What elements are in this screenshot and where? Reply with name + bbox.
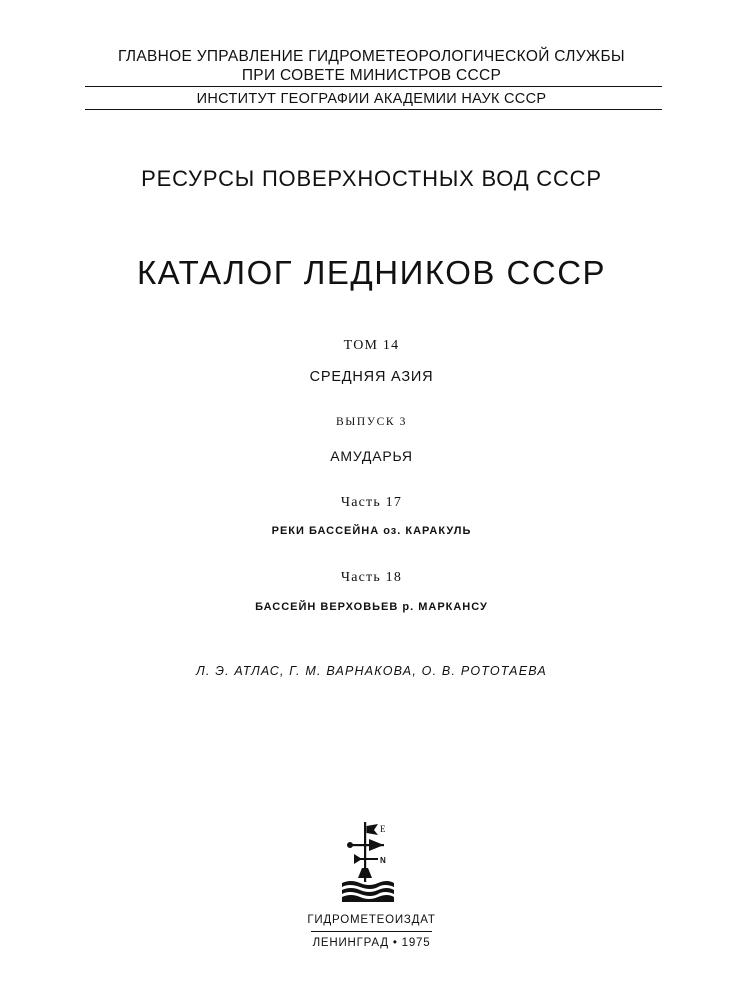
- series-title: РЕСУРСЫ ПОВЕРХНОСТНЫХ ВОД СССР: [141, 166, 602, 191]
- logo-letter-n: N: [380, 856, 386, 865]
- basin-label: АМУДАРЬЯ: [330, 448, 413, 464]
- logo-letter-e: E: [380, 824, 386, 834]
- part-17-title: РЕКИ БАССЕЙНА оз. КАРАКУЛЬ: [271, 525, 472, 537]
- header-rule-top: [85, 86, 662, 87]
- org-line-2: ПРИ СОВЕТЕ МИНИСТРОВ СССР: [241, 67, 502, 84]
- part-18-title: БАССЕЙН ВЕРХОВЬЕВ р. МАРКАНСУ: [255, 601, 488, 613]
- authors-line: Л. Э. АТЛАС, Г. М. ВАРНАКОВА, О. В. РОТОТАЕВА: [196, 664, 547, 678]
- issue-label: ВЫПУСК 3: [336, 416, 407, 428]
- header-rule-bottom: [85, 109, 662, 110]
- publisher-rule: [311, 931, 432, 932]
- part-17-label: Часть 17: [340, 495, 403, 510]
- volume-label: ТОМ 14: [343, 338, 400, 353]
- publisher-name: ГИДРОМЕТЕОИЗДАТ: [307, 914, 436, 926]
- main-title: КАТАЛОГ ЛЕДНИКОВ СССР: [136, 254, 607, 291]
- weathervane-emblem-icon: [336, 820, 398, 904]
- org-line-1: ГЛАВНОЕ УПРАВЛЕНИЕ ГИДРОМЕТЕОРОЛОГИЧЕСКОЙ СЛУЖБЫ: [118, 48, 625, 65]
- region-label: СРЕДНЯЯ АЗИЯ: [309, 369, 434, 385]
- imprint-line: ЛЕНИНГРАД • 1975: [312, 937, 431, 949]
- part-18-label: Часть 18: [340, 570, 403, 585]
- institute-line: ИНСТИТУТ ГЕОГРАФИИ АКАДЕМИИ НАУК СССР: [196, 91, 547, 107]
